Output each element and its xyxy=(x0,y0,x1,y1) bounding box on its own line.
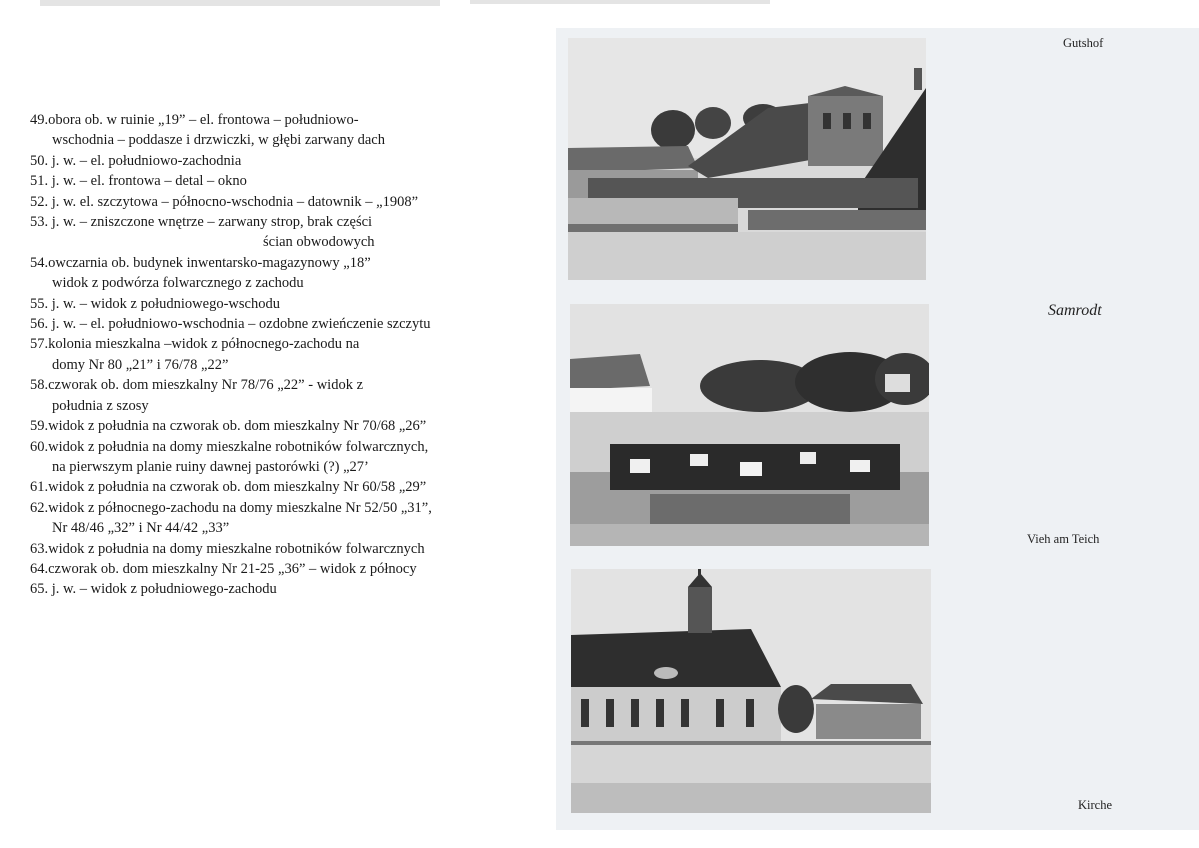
caption-57 xyxy=(30,334,550,375)
photo-kirche-image xyxy=(571,569,931,813)
label-kirche: Kirche xyxy=(1078,798,1113,812)
caption-line: 51. j. w. – el. frontowa – detal – okno xyxy=(30,173,247,190)
scan-smudge xyxy=(470,0,770,4)
caption-line: widok z podwórza folwarcznego z zachodu xyxy=(52,275,304,292)
caption-52 xyxy=(30,192,550,212)
caption-62 xyxy=(30,498,550,539)
photo-vieh-am-teich-image xyxy=(570,304,929,546)
caption-55 xyxy=(30,294,550,314)
caption-line: 64.czworak ob. dom mieszkalny Nr 21-25 „36” – widok z północy xyxy=(30,560,417,577)
photo-gutshof-image xyxy=(568,38,926,280)
caption-65 xyxy=(30,579,550,599)
caption-50 xyxy=(30,151,550,171)
caption-53 xyxy=(30,212,550,253)
caption-line: 59.widok z południa na czworak ob. dom mieszkalny Nr 70/68 „26” xyxy=(30,418,427,435)
caption-line: 56. j. w. – el. południowo-wschodnia – ozdobne zwieńczenie szczytu xyxy=(30,316,431,333)
caption-line: 52. j. w. el. szczytowa – północno-wschodnia – datownik – „1908” xyxy=(30,193,419,210)
caption-line: ścian obwodowych xyxy=(263,234,375,251)
photo-page xyxy=(556,28,1199,830)
caption-line: 54.owczarnia ob. budynek inwentarsko-magazynowy „18” xyxy=(30,254,371,271)
caption-64 xyxy=(30,559,550,579)
caption-54 xyxy=(30,253,550,294)
caption-58 xyxy=(30,375,550,416)
caption-59 xyxy=(30,416,550,436)
caption-line: 61.widok z południa na czworak ob. dom mieszkalny Nr 60/58 „29” xyxy=(30,479,427,496)
caption-line: Nr 48/46 „32” i Nr 44/42 „33” xyxy=(52,520,230,537)
caption-49 xyxy=(30,110,550,151)
caption-line: domy Nr 80 „21” i 76/78 „22” xyxy=(52,356,229,373)
caption-line: 55. j. w. – widok z południowego-wschodu xyxy=(30,295,280,312)
label-vieh-am-teich: Vieh am Teich xyxy=(1027,532,1100,546)
caption-line: 62.widok z północnego-zachodu na domy mieszkalne Nr 52/50 „31”, xyxy=(30,499,432,516)
caption-61 xyxy=(30,477,550,497)
caption-line: wschodnia – poddasze i drzwiczki, w głębi zarwany dach xyxy=(52,132,385,149)
caption-line: 65. j. w. – widok z południowego-zachodu xyxy=(30,581,277,598)
caption-51 xyxy=(30,171,550,191)
caption-line: 57.kolonia mieszkalna –widok z północnego-zachodu na xyxy=(30,336,360,353)
caption-line: 49.obora ob. w ruinie „19” – el. frontowa – południowo- xyxy=(30,112,359,128)
caption-60 xyxy=(30,437,550,478)
caption-line: 58.czworak ob. dom mieszkalny Nr 78/76 „22” - widok z xyxy=(30,377,364,394)
caption-56 xyxy=(30,314,550,334)
scan-smudge xyxy=(40,0,440,6)
label-gutshof: Gutshof xyxy=(1063,36,1104,50)
caption-line: południa z szosy xyxy=(52,397,149,414)
photo-kirche xyxy=(571,569,931,813)
caption-line: na pierwszym planie ruiny dawnej pastorówki (?) „27’ xyxy=(52,458,369,475)
caption-list xyxy=(30,110,550,600)
label-samrodt: Samrodt xyxy=(1048,302,1102,319)
caption-line: 63.widok z południa na domy mieszkalne robotników folwarcznych xyxy=(30,540,425,557)
caption-line: 60.widok z południa na domy mieszkalne robotników folwarcznych, xyxy=(30,438,429,455)
caption-63 xyxy=(30,539,550,559)
photo-gutshof xyxy=(568,38,926,280)
caption-line: 50. j. w. – el. południowo-zachodnia xyxy=(30,152,242,169)
caption-line: 53. j. w. – zniszczone wnętrze – zarwany strop, brak części xyxy=(30,214,373,231)
photo-vieh-am-teich xyxy=(570,304,929,546)
